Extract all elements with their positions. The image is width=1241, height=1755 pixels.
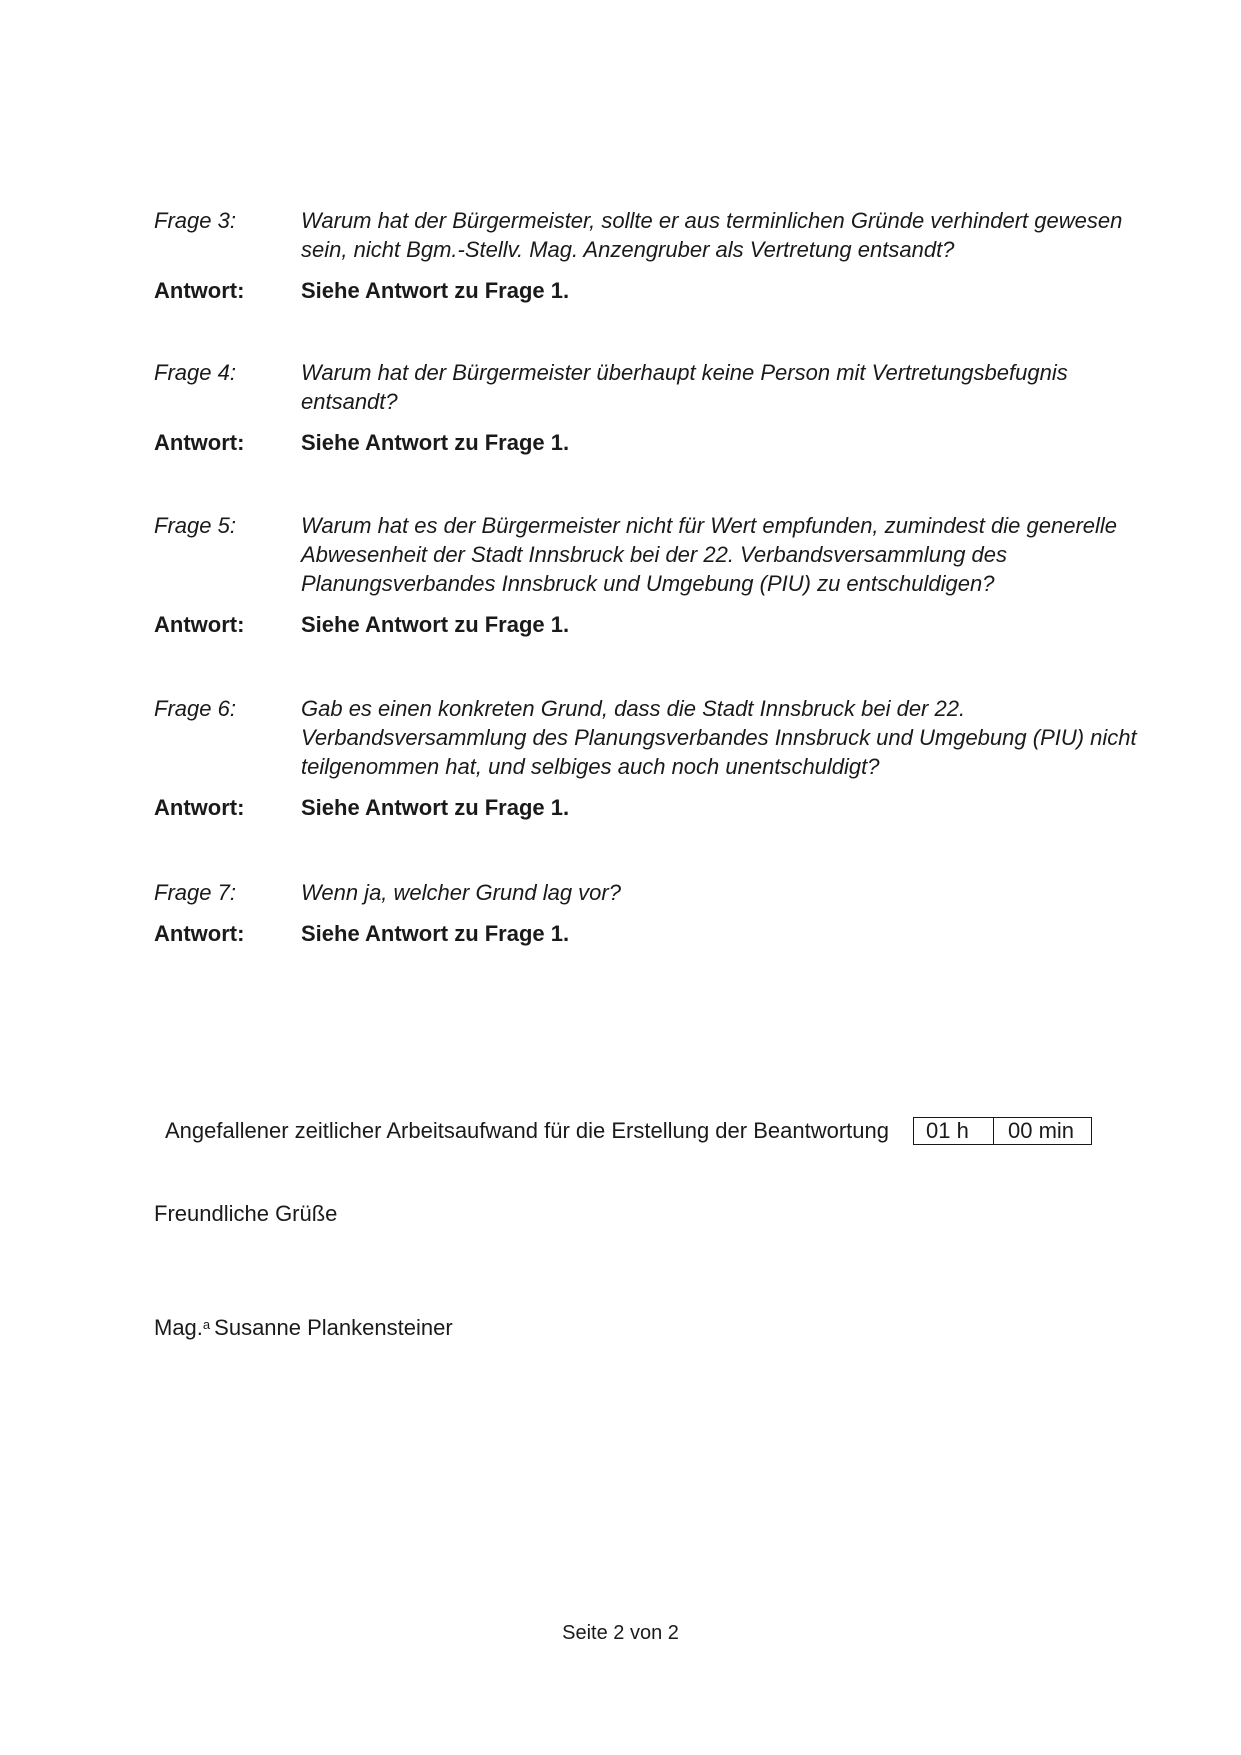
question-row bbox=[154, 206, 1144, 264]
answer-label: Antwort: bbox=[154, 278, 245, 303]
answer-row bbox=[154, 919, 1144, 948]
question-row bbox=[154, 694, 1144, 781]
qa-block-frage-6 bbox=[154, 694, 1144, 822]
question-label: Frage 3: bbox=[154, 208, 236, 233]
workload-minutes: 00 min bbox=[1007, 1118, 1075, 1143]
answer-label: Antwort: bbox=[154, 612, 245, 637]
signature-title-superscript: a bbox=[202, 1317, 211, 1332]
signature-title: Mag. bbox=[154, 1315, 203, 1340]
answer-text: Siehe Antwort zu Frage 1. bbox=[301, 921, 570, 946]
page-number: Seite 2 von 2 bbox=[562, 1622, 679, 1644]
answer-text: Siehe Antwort zu Frage 1. bbox=[301, 795, 570, 820]
question-text: Wenn ja, welcher Grund lag vor? bbox=[301, 880, 621, 905]
signature-name: Susanne Plankensteiner bbox=[214, 1315, 453, 1340]
answer-row bbox=[154, 793, 1144, 822]
answer-row bbox=[154, 276, 1144, 305]
closing-greeting: Freundliche Grüße bbox=[154, 1201, 338, 1226]
workload-label: Angefallener zeitlicher Arbeitsaufwand für die Erstellung der Beantwortung bbox=[165, 1118, 889, 1143]
answer-row bbox=[154, 428, 1144, 457]
question-label: Frage 7: bbox=[154, 880, 236, 905]
qa-block-frage-3 bbox=[154, 206, 1144, 305]
signature bbox=[154, 1313, 453, 1342]
question-row bbox=[154, 878, 1144, 907]
question-row bbox=[154, 358, 1144, 416]
question-text: Warum hat der Bürgermeister überhaupt keine Person mit Vertretungsbefugnis entsandt? bbox=[301, 360, 1068, 414]
question-label: Frage 4: bbox=[154, 360, 236, 385]
question-label: Frage 6: bbox=[154, 696, 236, 721]
answer-label: Antwort: bbox=[154, 795, 245, 820]
qa-block-frage-4 bbox=[154, 358, 1144, 457]
qa-block-frage-5 bbox=[154, 511, 1144, 639]
question-text: Warum hat der Bürgermeister, sollte er aus terminlichen Gründe verhindert gewesen sein, nicht Bgm.-Stellv. Mag. Anzengruber als Vertretung entsandt? bbox=[301, 208, 1123, 262]
answer-text: Siehe Antwort zu Frage 1. bbox=[301, 612, 570, 637]
workload-time-box bbox=[913, 1117, 1092, 1145]
question-row bbox=[154, 511, 1144, 598]
answer-text: Siehe Antwort zu Frage 1. bbox=[301, 278, 570, 303]
question-label: Frage 5: bbox=[154, 513, 236, 538]
answer-label: Antwort: bbox=[154, 921, 245, 946]
answer-text: Siehe Antwort zu Frage 1. bbox=[301, 430, 570, 455]
answer-row bbox=[154, 610, 1144, 639]
qa-block-frage-7 bbox=[154, 878, 1144, 948]
question-text: Warum hat es der Bürgermeister nicht für Wert empfunden, zumindest die generelle Abwesenheit der Stadt Innsbruck bei der 22. Verbandsversammlung des Planungsverbandes Innsbruck und Umgebung (PIU) zu entschuldigen? bbox=[301, 513, 1118, 596]
question-text: Gab es einen konkreten Grund, dass die Stadt Innsbruck bei der 22. Verbandsversammlung des Planungsverbandes Innsbruck und Umgebung (PIU) nicht teilgenommen hat, und selbiges auch noch unentschuldigt? bbox=[301, 696, 1137, 779]
workload-statement bbox=[165, 1117, 1092, 1145]
answer-label: Antwort: bbox=[154, 430, 245, 455]
workload-hours: 01 h bbox=[914, 1118, 994, 1144]
